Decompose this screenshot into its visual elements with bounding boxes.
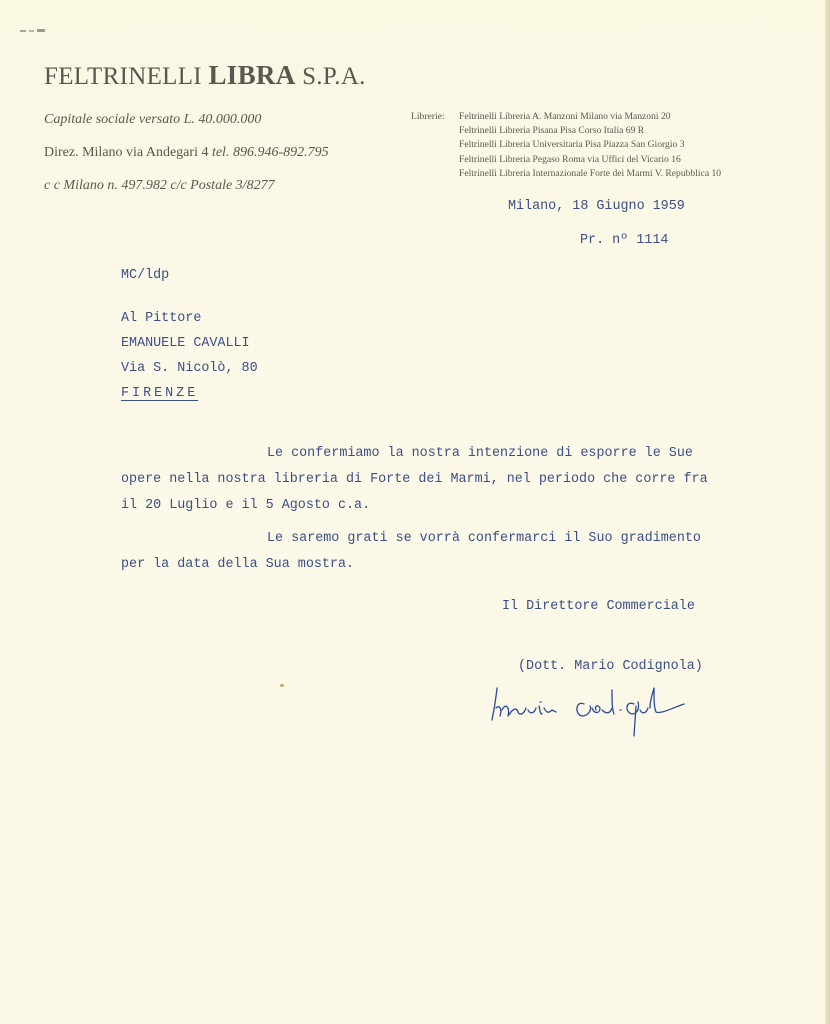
company-prefix: FELTRINELLI [44, 63, 202, 90]
direction-line [44, 145, 329, 161]
company-suffix: S.P.A. [302, 63, 366, 90]
body-line: Le saremo grati se vorrà confermarci il Suo gradimento [267, 531, 701, 546]
closing-title: Il Direttore Commerciale [502, 599, 695, 614]
paper-stain [280, 684, 284, 687]
accounts-line: c c Milano n. 497.982 c/c Postale 3/8277 [44, 178, 275, 193]
company-main: LIBRA [208, 60, 296, 90]
direction-tel: tel. 896.946-892.795 [211, 145, 329, 160]
corner-mark [20, 29, 48, 33]
shops-list [411, 110, 721, 181]
body-line: il 20 Luglio e il 5 Agosto c.a. [121, 498, 371, 513]
recipient-city: FIRENZE [121, 386, 199, 401]
recipient-name: EMANUELE CAVALLI [121, 336, 250, 351]
shop-entry: Feltrinelli Libreria Pegaso Roma via Uffici del Vicario 16 [459, 153, 681, 165]
shop-entry: Feltrinelli Libreria A. Manzoni Milano via Manzoni 20 [459, 111, 671, 122]
place-date: Milano, 18 Giugno 1959 [508, 199, 685, 214]
paper-edge [825, 0, 830, 1024]
recipient-street: Via S. Nicolò, 80 [121, 361, 258, 376]
protocol-number: Pr. nº 1114 [580, 233, 669, 248]
capital-line: Capitale sociale versato L. 40.000.000 [44, 112, 262, 127]
shop-row [411, 110, 721, 124]
company-name [44, 60, 366, 91]
body-line: per la data della Sua mostra. [121, 557, 355, 572]
shop-entry: Feltrinelli Libreria Universitaria Pisa Piazza San Giorgio 3 [459, 139, 685, 151]
body-line: Le confermiamo la nostra intenzione di esporre le Sue [267, 446, 693, 461]
recipient-title: Al Pittore [121, 311, 202, 326]
shop-entry: Feltrinelli Libreria Pisana Pisa Corso Italia 69 R [459, 125, 645, 137]
shop-entry: Feltrinelli Libreria Internazionale Forte dei Marmi V. Repubblica 10 [459, 167, 722, 179]
signatory-name: (Dott. Mario Codignola) [518, 659, 703, 674]
body-line: opere nella nostra libreria di Forte dei Marmi, nel periodo che corre fra [121, 472, 708, 487]
direction-address: Direz. Milano via Andegari 4 [44, 145, 209, 160]
signature [484, 680, 714, 740]
reference-initials: MC/ldp [121, 268, 170, 283]
shops-label: Librerie: [411, 111, 445, 122]
